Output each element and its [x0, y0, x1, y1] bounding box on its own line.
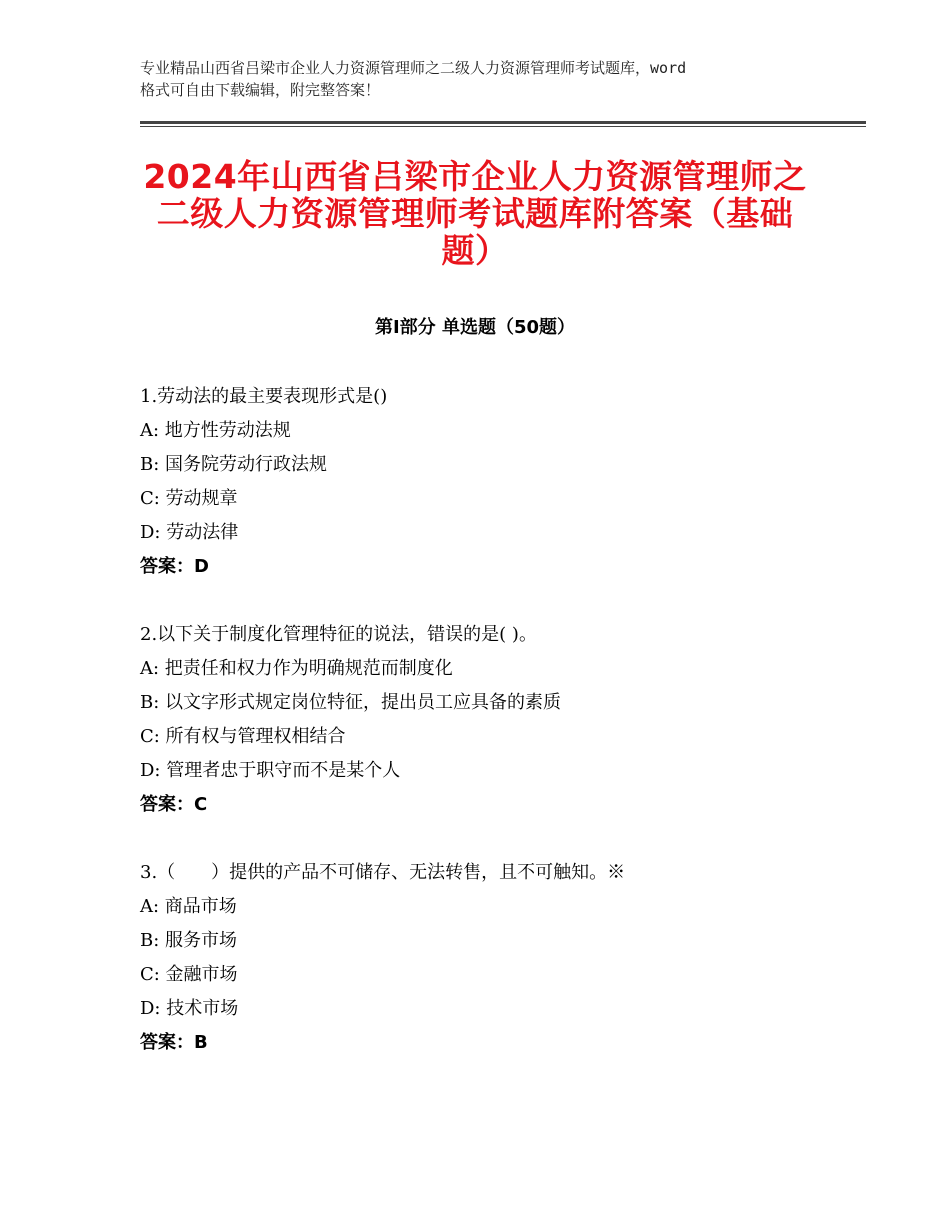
- header-note: [140, 57, 830, 101]
- document-title-line-1: 2024年山西省吕梁市企业人力资源管理师之: [143, 157, 807, 196]
- question-list: [140, 380, 840, 1094]
- option-d: D: 技术市场: [140, 998, 239, 1019]
- option-c: C: 劳动规章: [140, 488, 238, 509]
- question-item: [140, 618, 840, 822]
- question-stem: 3.（ ）提供的产品不可储存、无法转售，且不可触知。※: [140, 862, 626, 883]
- option-d: D: 劳动法律: [140, 522, 239, 543]
- header-note-line-1: 专业精品山西省吕梁市企业人力资源管理师之二级人力资源管理师考试题库，word: [140, 59, 687, 77]
- question-item: [140, 380, 840, 584]
- document-title: [120, 158, 830, 269]
- option-d: D: 管理者忠于职守而不是某个人: [140, 760, 401, 781]
- option-b: B: 以文字形式规定岗位特征，提出员工应具备的素质: [140, 692, 562, 713]
- answer-label: 答案：B: [140, 1032, 208, 1053]
- option-b: B: 国务院劳动行政法规: [140, 454, 328, 475]
- header-note-line-2: 格式可自由下载编辑，附完整答案！: [140, 81, 381, 99]
- option-c: C: 金融市场: [140, 964, 238, 985]
- section-title: 第Ⅰ部分 单选题（50题）: [374, 317, 575, 338]
- option-b: B: 服务市场: [140, 930, 238, 951]
- answer-label: 答案：C: [140, 794, 208, 815]
- answer-label: 答案：D: [140, 556, 209, 577]
- option-a: A: 地方性劳动法规: [140, 420, 291, 441]
- question-stem: 2.以下关于制度化管理特征的说法，错误的是( )。: [140, 624, 537, 645]
- option-c: C: 所有权与管理权相结合: [140, 726, 346, 747]
- option-a: A: 商品市场: [140, 896, 237, 917]
- question-item: [140, 856, 840, 1060]
- document-title-line-2: 二级人力资源管理师考试题库附答案（基础: [156, 194, 794, 233]
- header-divider-thick: [140, 121, 866, 124]
- option-a: A: 把责任和权力作为明确规范而制度化: [140, 658, 453, 679]
- question-stem: 1.劳动法的最主要表现形式是(): [140, 386, 388, 407]
- document-title-line-3: 题）: [441, 231, 509, 270]
- header-divider-thin: [140, 126, 866, 127]
